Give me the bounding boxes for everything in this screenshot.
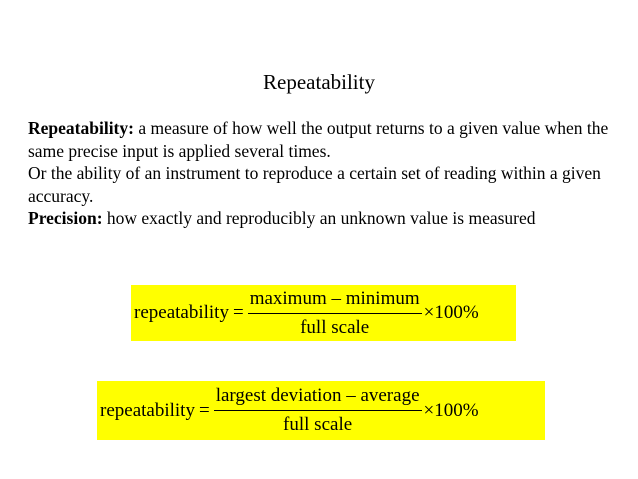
- formula-multiplier: ×100%: [423, 302, 479, 323]
- formula-equals: =: [198, 399, 210, 421]
- formula-fraction: [214, 385, 422, 436]
- formula-deviation-average: [97, 381, 545, 440]
- slide-title: Repeatability: [263, 70, 375, 94]
- repeatability-definition: [28, 117, 618, 162]
- formula-lhs: repeatability: [134, 302, 229, 323]
- repeatability-text: a measure of how well the output returns to a given value when the same precise input is applied several times.: [28, 118, 609, 161]
- repeatability-alt-text: Or the ability of an instrument to reproduce a certain set of reading within a given accuracy.: [28, 163, 601, 206]
- repeatability-alt-definition: [28, 162, 618, 207]
- precision-term: Precision:: [28, 208, 103, 228]
- precision-text: how exactly and reproducibly an unknown value is measured: [102, 208, 536, 228]
- definitions-block: [28, 117, 618, 230]
- formula-numerator: maximum – minimum: [248, 288, 422, 314]
- precision-definition: [28, 207, 618, 230]
- formula-numerator: largest deviation – average: [214, 385, 422, 411]
- formula-denominator: full scale: [283, 414, 353, 435]
- repeatability-term: Repeatability:: [28, 118, 134, 138]
- formula-multiplier: ×100%: [423, 399, 479, 421]
- formula-denominator: full scale: [300, 316, 370, 338]
- formula-lhs: repeatability: [100, 399, 195, 421]
- formula-equals: =: [232, 302, 244, 323]
- formula-fraction: [248, 288, 422, 339]
- formula-max-min: [131, 285, 516, 341]
